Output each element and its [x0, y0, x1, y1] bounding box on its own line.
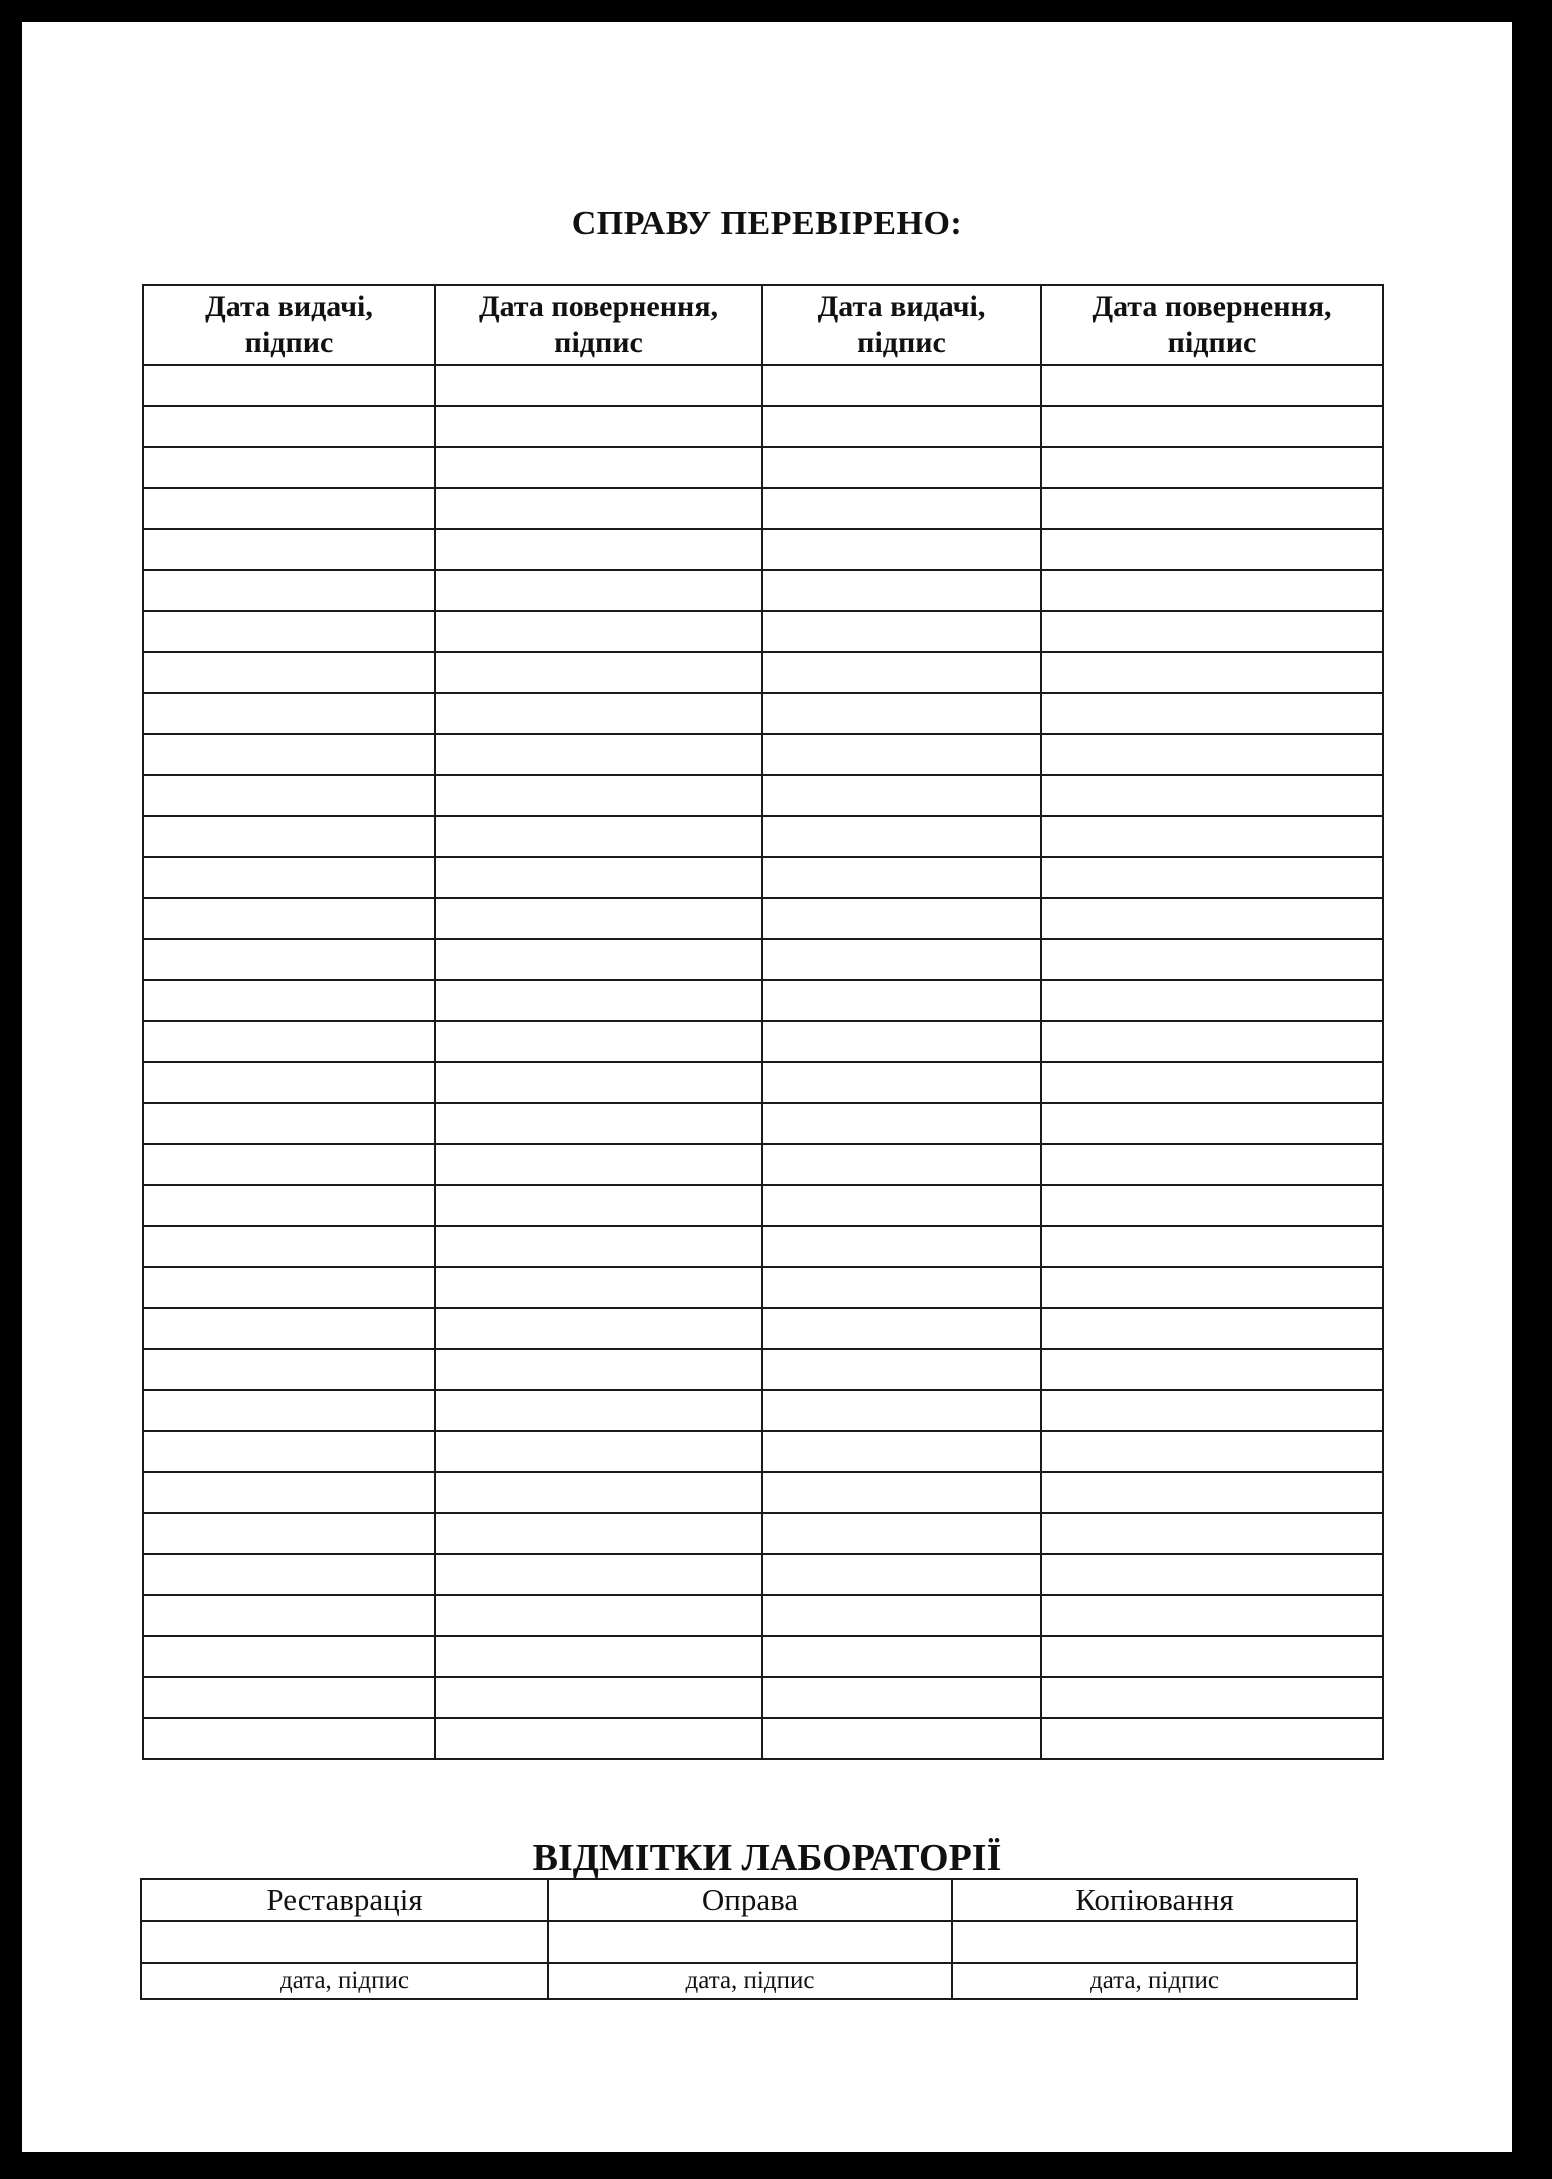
- table-cell: [1041, 775, 1383, 816]
- table-cell: [762, 1103, 1041, 1144]
- table-cell: [435, 1472, 762, 1513]
- table-cell: [762, 611, 1041, 652]
- table-cell: [143, 611, 435, 652]
- table-cell: [762, 406, 1041, 447]
- table-row: [143, 1472, 1383, 1513]
- lab-table-signature-row: [141, 1963, 1357, 1999]
- table-cell: [435, 857, 762, 898]
- table-cell: [435, 939, 762, 980]
- table-cell: [435, 488, 762, 529]
- table-cell: [1041, 1308, 1383, 1349]
- table-cell: [435, 775, 762, 816]
- table-row: [143, 570, 1383, 611]
- table-cell: [1041, 1062, 1383, 1103]
- table-cell: [1041, 1554, 1383, 1595]
- table-row: [143, 406, 1383, 447]
- lab-header-binding: Оправа: [548, 1879, 952, 1921]
- table-row: [143, 488, 1383, 529]
- table-cell: [762, 1062, 1041, 1103]
- table-cell: [762, 898, 1041, 939]
- table-cell: [1041, 1472, 1383, 1513]
- table-cell: [762, 939, 1041, 980]
- table-cell: [762, 1267, 1041, 1308]
- table-cell: [762, 570, 1041, 611]
- table-cell: [1041, 447, 1383, 488]
- table-cell: [435, 1308, 762, 1349]
- table-cell: [762, 1472, 1041, 1513]
- table-cell: [143, 529, 435, 570]
- table-cell: [143, 447, 435, 488]
- table-cell: [1041, 1431, 1383, 1472]
- table-cell: [762, 1144, 1041, 1185]
- header-return-date-1: Дата повернення, підпис: [435, 285, 762, 365]
- table-row: [143, 898, 1383, 939]
- table-cell: [1041, 1185, 1383, 1226]
- table-row: [143, 652, 1383, 693]
- header-issue-date-1: Дата видачі, підпис: [143, 285, 435, 365]
- table-cell: [762, 1349, 1041, 1390]
- table-cell: [435, 1185, 762, 1226]
- table-row: [143, 1267, 1383, 1308]
- table-cell: [435, 1103, 762, 1144]
- table-cell: [762, 652, 1041, 693]
- table-cell: [143, 1677, 435, 1718]
- table-cell: [143, 1267, 435, 1308]
- table-row: [143, 1677, 1383, 1718]
- table-cell: [762, 1636, 1041, 1677]
- table-cell: [762, 693, 1041, 734]
- table-cell: [143, 488, 435, 529]
- table-cell: [762, 488, 1041, 529]
- table-cell: [143, 1513, 435, 1554]
- table-cell: [762, 980, 1041, 1021]
- table-cell: [1041, 857, 1383, 898]
- table-cell: [143, 775, 435, 816]
- table-cell: [762, 1431, 1041, 1472]
- table-cell: [1041, 1595, 1383, 1636]
- table-row: [143, 693, 1383, 734]
- table-cell: [143, 1103, 435, 1144]
- table-cell: [1041, 406, 1383, 447]
- table-cell: [1041, 1103, 1383, 1144]
- table-cell: [435, 1718, 762, 1759]
- table-cell: [762, 775, 1041, 816]
- table-cell: [762, 1554, 1041, 1595]
- table-cell: [1041, 816, 1383, 857]
- table-row: [143, 1595, 1383, 1636]
- table-cell: [143, 365, 435, 406]
- header-return-date-2: Дата повернення, підпис: [1041, 285, 1383, 365]
- table-cell: [143, 406, 435, 447]
- table-cell: [435, 734, 762, 775]
- table-cell: [435, 980, 762, 1021]
- table-cell: [435, 1513, 762, 1554]
- checkout-table-header: [143, 285, 1383, 365]
- table-cell: [435, 816, 762, 857]
- table-cell: [143, 1472, 435, 1513]
- table-cell: [435, 365, 762, 406]
- table-row: [143, 1226, 1383, 1267]
- lab-cell-restoration: [141, 1921, 548, 1963]
- table-cell: [762, 1390, 1041, 1431]
- table-cell: [143, 1718, 435, 1759]
- table-row: [143, 734, 1383, 775]
- table-cell: [762, 816, 1041, 857]
- table-row: [143, 857, 1383, 898]
- table-row: [143, 1021, 1383, 1062]
- table-cell: [762, 447, 1041, 488]
- lab-table-blank-row: [141, 1921, 1357, 1963]
- table-cell: [435, 1390, 762, 1431]
- table-cell: [762, 1021, 1041, 1062]
- table-row: [143, 980, 1383, 1021]
- table-row: [143, 1431, 1383, 1472]
- table-cell: [762, 1185, 1041, 1226]
- table-cell: [762, 365, 1041, 406]
- table-cell: [435, 1554, 762, 1595]
- table-cell: [143, 1431, 435, 1472]
- table-cell: [435, 1021, 762, 1062]
- table-cell: [435, 1677, 762, 1718]
- table-row: [143, 611, 1383, 652]
- lab-cell-binding: [548, 1921, 952, 1963]
- table-cell: [762, 529, 1041, 570]
- table-cell: [143, 1308, 435, 1349]
- lab-header-restoration: Реставрація: [141, 1879, 548, 1921]
- checkout-table: [142, 284, 1384, 1760]
- table-cell: [143, 980, 435, 1021]
- table-cell: [435, 898, 762, 939]
- table-cell: [435, 1267, 762, 1308]
- table-cell: [143, 816, 435, 857]
- table-cell: [1041, 570, 1383, 611]
- document-page: [22, 22, 1512, 2152]
- table-cell: [1041, 652, 1383, 693]
- table-cell: [1041, 1144, 1383, 1185]
- table-cell: [143, 1062, 435, 1103]
- table-cell: [435, 611, 762, 652]
- table-cell: [762, 1513, 1041, 1554]
- lab-signature-restoration: дата, підпис: [141, 1963, 548, 1999]
- table-cell: [143, 898, 435, 939]
- checkout-table-body: [143, 365, 1383, 1759]
- table-cell: [435, 1062, 762, 1103]
- table-cell: [1041, 693, 1383, 734]
- table-cell: [143, 1390, 435, 1431]
- table-cell: [1041, 898, 1383, 939]
- table-cell: [762, 1677, 1041, 1718]
- lab-table: [140, 1878, 1358, 2000]
- table-cell: [1041, 1513, 1383, 1554]
- table-row: [143, 1308, 1383, 1349]
- table-cell: [1041, 734, 1383, 775]
- table-cell: [1041, 1267, 1383, 1308]
- table-cell: [1041, 939, 1383, 980]
- table-cell: [435, 570, 762, 611]
- table-cell: [435, 406, 762, 447]
- page-title: СПРАВУ ПЕРЕВІРЕНО:: [571, 205, 963, 242]
- table-cell: [1041, 529, 1383, 570]
- table-cell: [435, 1349, 762, 1390]
- table-cell: [435, 447, 762, 488]
- table-cell: [143, 693, 435, 734]
- table-cell: [1041, 1226, 1383, 1267]
- table-cell: [435, 1431, 762, 1472]
- table-cell: [1041, 1021, 1383, 1062]
- table-cell: [762, 1718, 1041, 1759]
- table-cell: [1041, 611, 1383, 652]
- table-cell: [143, 734, 435, 775]
- lab-section-title: ВІДМІТКИ ЛАБОРАТОРІЇ: [532, 1837, 1002, 1879]
- table-row: [143, 1185, 1383, 1226]
- table-cell: [143, 652, 435, 693]
- lab-table-header: [141, 1879, 1357, 1921]
- lab-header-copying: Копіювання: [952, 1879, 1357, 1921]
- table-cell: [762, 734, 1041, 775]
- table-cell: [143, 570, 435, 611]
- table-cell: [143, 1185, 435, 1226]
- table-row: [143, 1103, 1383, 1144]
- table-cell: [762, 1595, 1041, 1636]
- table-cell: [143, 939, 435, 980]
- table-cell: [143, 1636, 435, 1677]
- table-cell: [1041, 365, 1383, 406]
- table-row: [143, 939, 1383, 980]
- header-issue-date-2: Дата видачі, підпис: [762, 285, 1041, 365]
- lab-signature-binding: дата, підпис: [548, 1963, 952, 1999]
- table-cell: [435, 1144, 762, 1185]
- table-row: [143, 1718, 1383, 1759]
- table-cell: [143, 1349, 435, 1390]
- table-cell: [1041, 980, 1383, 1021]
- table-cell: [143, 1144, 435, 1185]
- table-cell: [762, 1308, 1041, 1349]
- table-cell: [143, 857, 435, 898]
- table-row: [143, 1349, 1383, 1390]
- table-row: [143, 1554, 1383, 1595]
- table-cell: [435, 652, 762, 693]
- table-cell: [435, 1595, 762, 1636]
- table-cell: [1041, 488, 1383, 529]
- table-row: [143, 1636, 1383, 1677]
- table-cell: [1041, 1636, 1383, 1677]
- table-cell: [435, 1226, 762, 1267]
- table-cell: [1041, 1677, 1383, 1718]
- table-cell: [435, 1636, 762, 1677]
- lab-cell-copying: [952, 1921, 1357, 1963]
- table-cell: [435, 529, 762, 570]
- lab-signature-copying: дата, підпис: [952, 1963, 1357, 1999]
- table-cell: [1041, 1718, 1383, 1759]
- table-row: [143, 1513, 1383, 1554]
- table-cell: [435, 693, 762, 734]
- table-cell: [1041, 1349, 1383, 1390]
- table-cell: [762, 1226, 1041, 1267]
- table-cell: [1041, 1390, 1383, 1431]
- table-cell: [143, 1021, 435, 1062]
- table-row: [143, 775, 1383, 816]
- table-row: [143, 816, 1383, 857]
- table-cell: [143, 1226, 435, 1267]
- table-cell: [143, 1595, 435, 1636]
- table-row: [143, 1390, 1383, 1431]
- table-row: [143, 447, 1383, 488]
- table-row: [143, 529, 1383, 570]
- table-row: [143, 365, 1383, 406]
- table-cell: [762, 857, 1041, 898]
- table-cell: [143, 1554, 435, 1595]
- table-row: [143, 1144, 1383, 1185]
- table-row: [143, 1062, 1383, 1103]
